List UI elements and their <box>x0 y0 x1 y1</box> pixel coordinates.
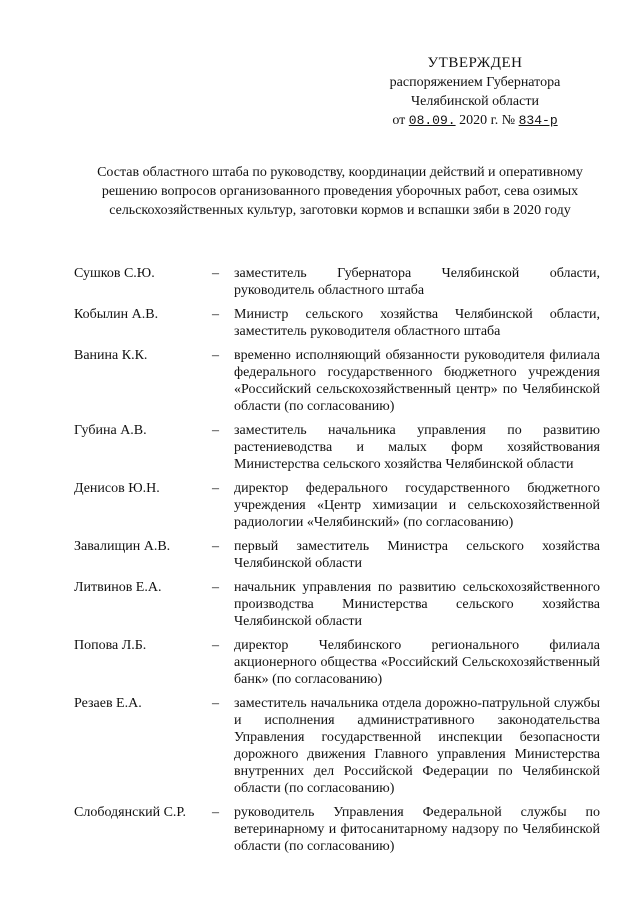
member-role: директор Челябинского регионального филиала акционерного общества «Российский Сельскохозяйственный банк» (по согласованию) <box>234 638 600 687</box>
member-name: Кобылин А.В. <box>74 307 159 322</box>
member-name: Попова Л.Б. <box>74 638 147 653</box>
approval-stamp <box>360 54 590 130</box>
dash-separator: – <box>212 805 219 820</box>
member-name: Резаев Е.А. <box>74 696 142 711</box>
dash-separator: – <box>212 348 219 363</box>
dash-separator: – <box>212 696 219 711</box>
approval-line-2: Челябинской области <box>411 94 539 109</box>
member-role: первый заместитель Министра сельского хозяйства Челябинской области <box>234 539 600 571</box>
approval-heading: УТВЕРЖДЕН <box>427 55 523 71</box>
list-item <box>74 538 600 572</box>
list-item <box>74 265 600 299</box>
dash-separator: – <box>212 266 219 281</box>
member-name: Губина А.В. <box>74 423 147 438</box>
dash-separator: – <box>212 423 219 438</box>
dash-separator: – <box>212 580 219 595</box>
year-text: 2020 г. № <box>459 113 516 128</box>
member-name: Ванина К.К. <box>74 348 148 363</box>
dash-separator: – <box>212 481 219 496</box>
list-item <box>74 422 600 473</box>
list-item <box>74 695 600 797</box>
member-role: директор федерального государственного бюджетного учреждения «Центр химизации и сельскохозяйственной радиологии «Челябинский» (по согласованию) <box>234 481 600 530</box>
date-prefix: от <box>392 113 406 128</box>
dash-separator: – <box>212 539 219 554</box>
member-role: заместитель начальника управления по развитию растениеводства и малых форм хозяйствования Министерства сельского хозяйства Челябинской области <box>234 423 600 472</box>
member-role: временно исполняющий обязанности руководителя филиала федерального государственного бюджетного учреждения «Российский сельскохозяйственный центр» по Челябинской области (по согласованию) <box>234 348 600 414</box>
list-item <box>74 804 600 855</box>
dash-separator: – <box>212 307 219 322</box>
list-item <box>74 637 600 688</box>
member-name: Сушков С.Ю. <box>74 266 155 281</box>
list-item <box>74 347 600 415</box>
member-role: Министр сельского хозяйства Челябинской области, заместитель руководителя областного штаба <box>234 307 600 339</box>
document-title: Состав областного штаба по руководству, координации действий и оперативному решению вопросов организованного проведения уборочных работ, сева озимых сельскохозяйственных культур, заготовки кормов и вспашки зяби в 2020 году <box>97 165 583 218</box>
member-role: руководитель Управления Федеральной службы по ветеринарному и фитосанитарному надзору по Челябинской области (по согласованию) <box>234 805 600 854</box>
approval-date-line <box>360 111 590 130</box>
member-name: Слободянский С.Р. <box>74 805 186 820</box>
list-item <box>74 579 600 630</box>
dash-separator: – <box>212 638 219 653</box>
approval-line-1: распоряжением Губернатора <box>389 75 561 90</box>
member-role: начальник управления по развитию сельскохозяйственного производства Министерства сельского хозяйства Челябинской области <box>234 580 600 629</box>
member-name: Денисов Ю.Н. <box>74 481 160 496</box>
member-role: заместитель начальника отдела дорожно-патрульной службы и исполнения административного законодательства Управления государственной инспекции безопасности дорожного движения Главного управления Министерства внутренних дел Российской Федерации по Челябинской области (по согласованию) <box>234 696 600 796</box>
member-name: Литвинов Е.А. <box>74 580 162 595</box>
list-item <box>74 480 600 531</box>
list-item <box>74 306 600 340</box>
handwritten-number: 834-р <box>518 113 558 128</box>
member-role: заместитель Губернатора Челябинской области, руководитель областного штаба <box>234 266 600 298</box>
member-name: Завалищин А.В. <box>74 539 171 554</box>
handwritten-date: 08.09. <box>408 113 456 128</box>
members-list <box>74 265 600 862</box>
